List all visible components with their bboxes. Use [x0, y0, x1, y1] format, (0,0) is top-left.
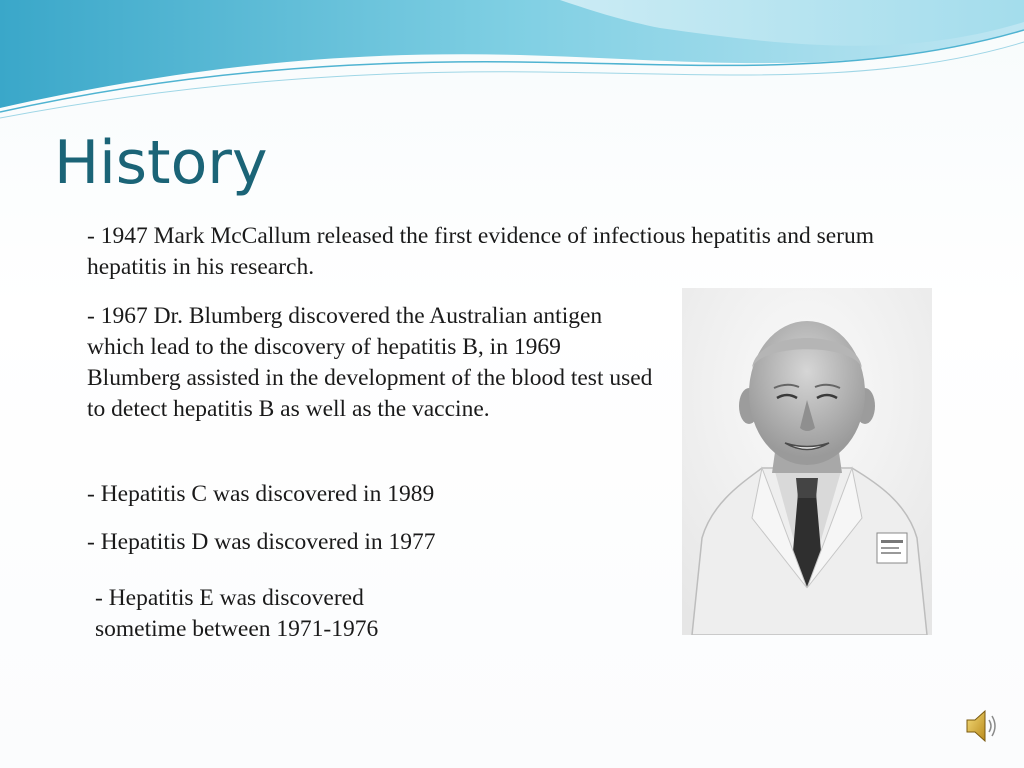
speaker-icon[interactable] — [964, 706, 1000, 746]
slide-title: History — [54, 128, 268, 198]
history-paragraph-1967: - 1967 Dr. Blumberg discovered the Australian antigen which lead to the discovery of hepatitis B, in 1969 Blumberg assisted in the development of the blood test used to detect hepatitis B as well as the vaccine. — [87, 303, 653, 422]
history-paragraph-hep-c: - Hepatitis C was discovered in 1989 — [87, 481, 435, 507]
history-paragraph-hep-e: - Hepatitis E was discovered sometime between 1971-1976 — [95, 585, 379, 642]
history-paragraph-hep-d: - Hepatitis D was discovered in 1977 — [87, 529, 436, 555]
header-wave-decoration — [0, 0, 1024, 130]
portrait-photo — [682, 288, 932, 635]
history-paragraph-1947: - 1947 Mark McCallum released the first evidence of infectious hepatitis and serum hepatitis in his research. — [87, 223, 875, 280]
